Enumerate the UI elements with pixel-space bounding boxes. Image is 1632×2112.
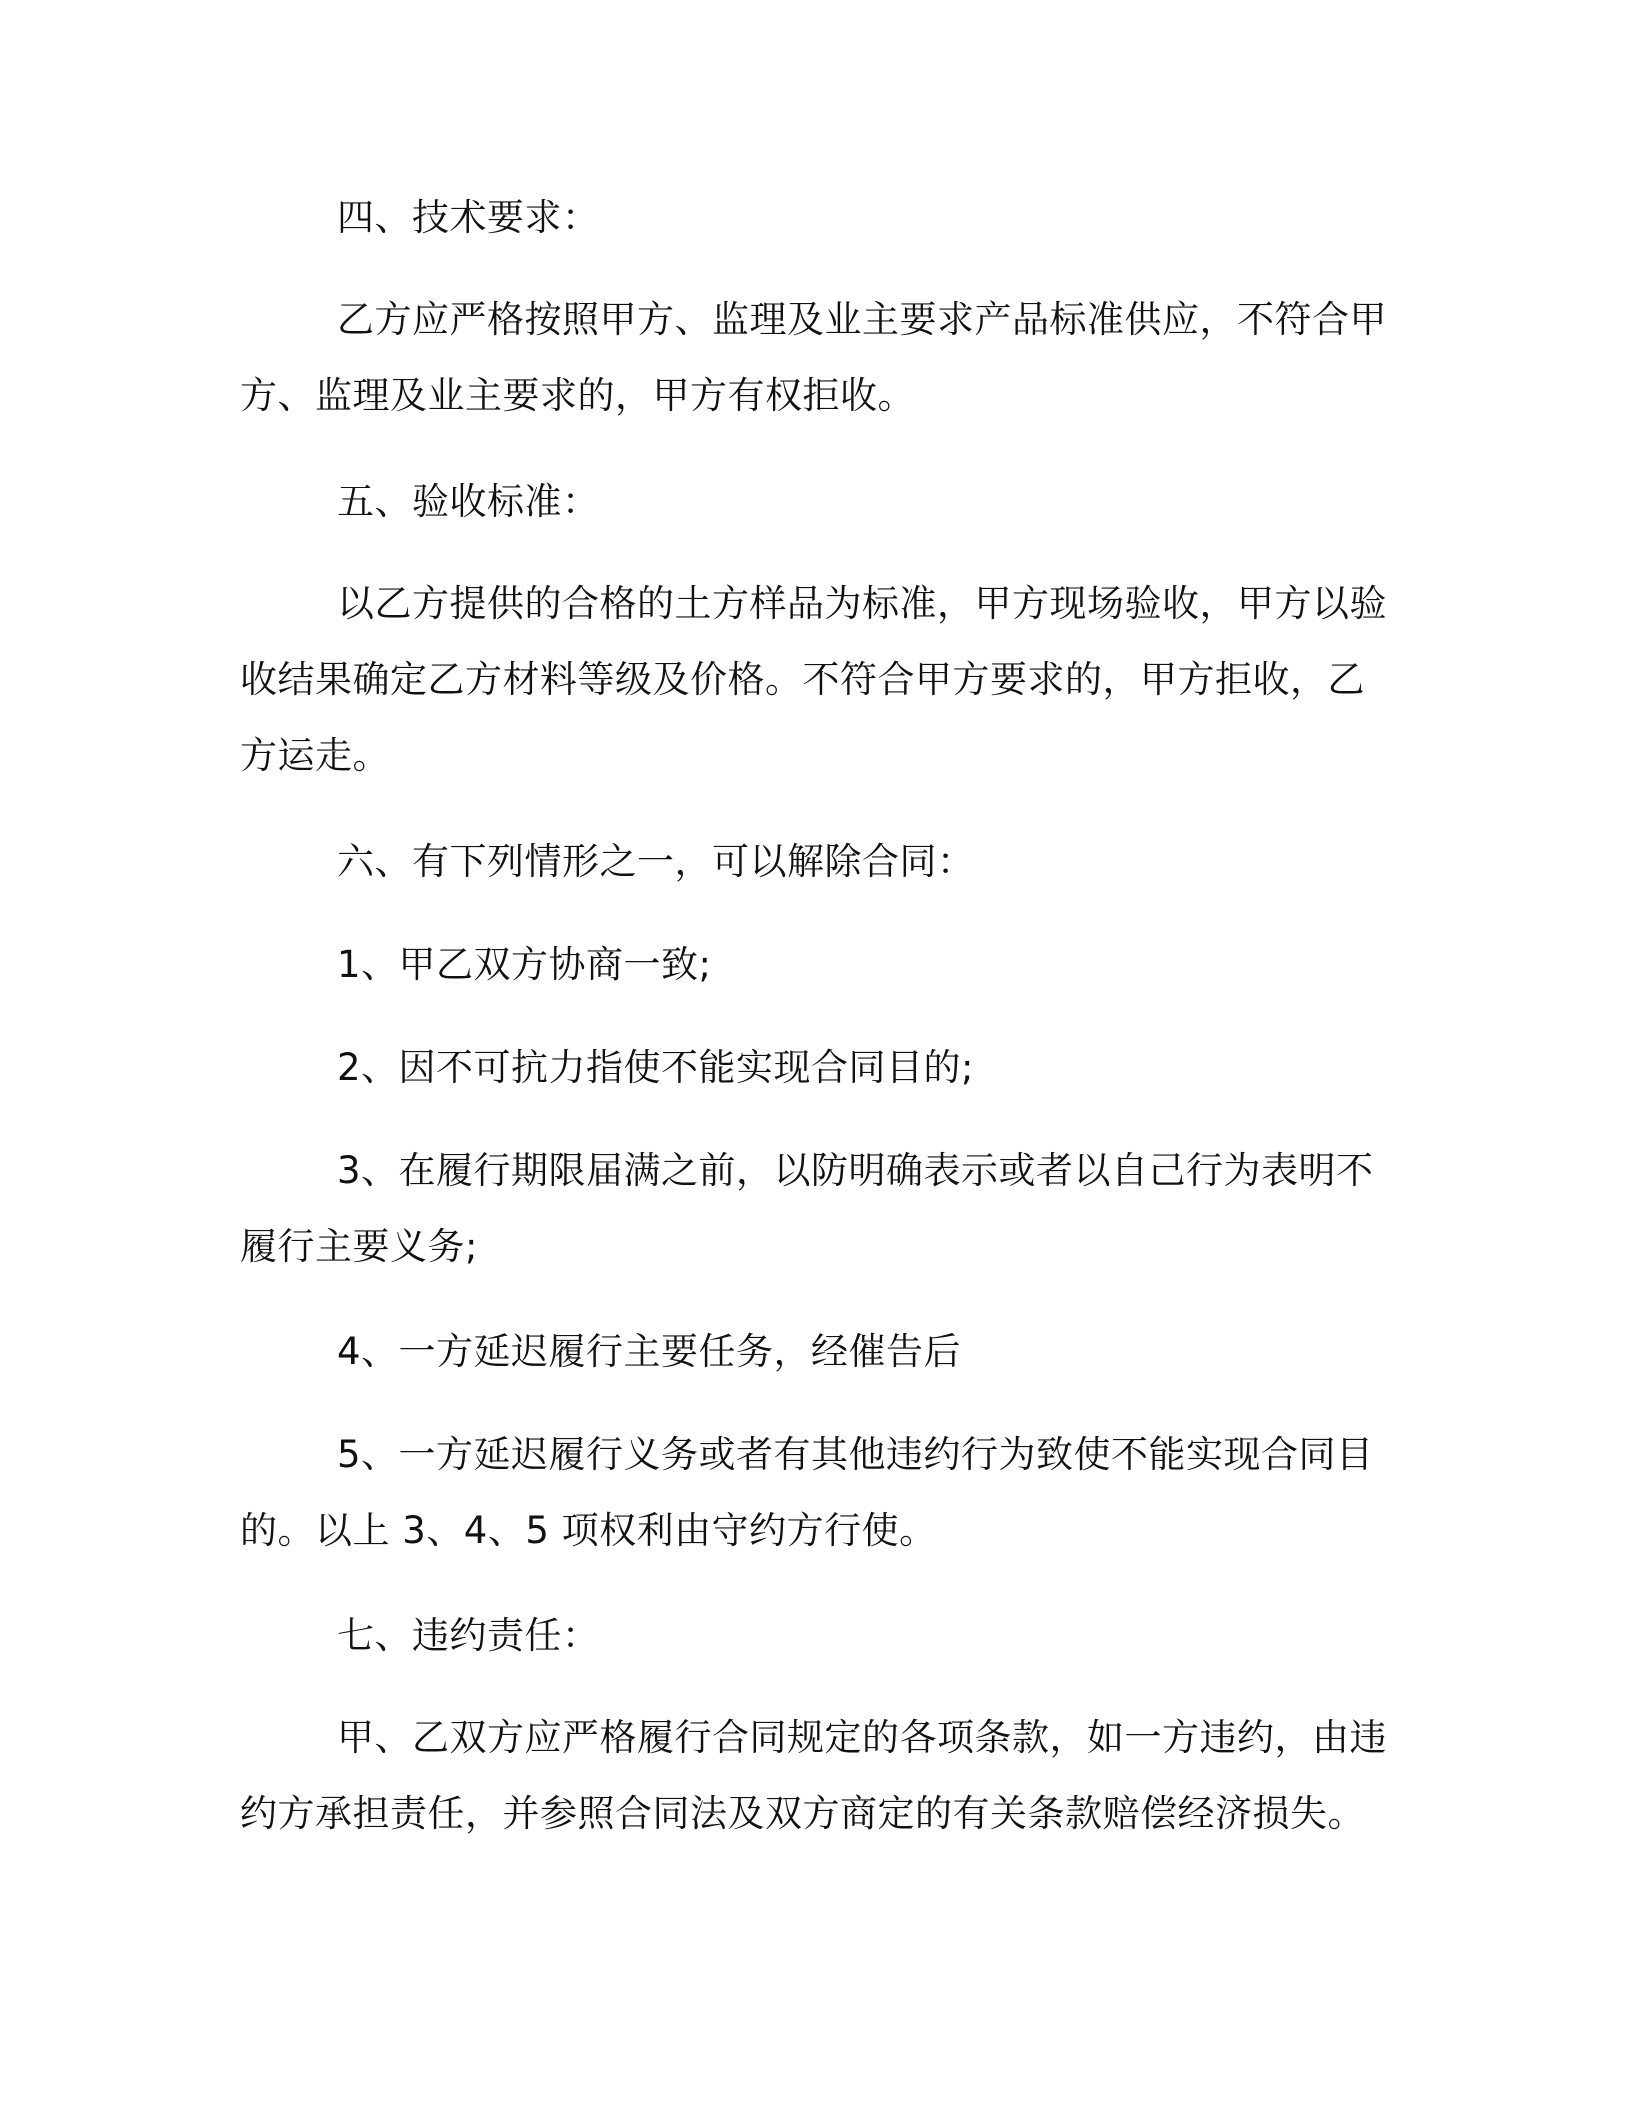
list-item-termination-1: 1、甲乙双方协商一致; [337, 943, 712, 986]
section-heading-acceptance-standard: 五、验收标准： [337, 480, 600, 523]
paragraph-liability: 甲、乙双方应严格履行合同规定的各项条款，如一方违约，由违约方承担责任，并参照合同法及双方商定的有关条款赔偿经济损失。 [240, 1716, 1387, 1835]
section-heading-termination: 六、有下列情形之一，可以解除合同： [337, 840, 975, 883]
paragraph-technical-requirements: 乙方应严格按照甲方、监理及业主要求产品标准供应，不符合甲方、监理及业主要求的，甲方有权拒收。 [240, 298, 1387, 417]
list-item-termination-3: 3、在履行期限届满之前，以防明确表示或者以自己行为表明不履行主要义务; [240, 1149, 1374, 1268]
list-item-termination-5: 5、一方延迟履行义务或者有其他违约行为致使不能实现合同目的。以上 3、4、5 项权利由守约方行使。 [240, 1433, 1374, 1552]
section-heading-liability: 七、违约责任： [337, 1614, 600, 1657]
section-heading-technical-requirements: 四、技术要求： [337, 196, 600, 239]
list-item-termination-2: 2、因不可抗力指使不能实现合同目的; [337, 1046, 975, 1089]
paragraph-acceptance-standard: 以乙方提供的合格的土方样品为标准，甲方现场验收，甲方以验收结果确定乙方材料等级及价格。不符合甲方要求的，甲方拒收，乙方运走。 [240, 582, 1387, 777]
list-item-termination-4: 4、一方延迟履行主要任务，经催告后 [337, 1330, 962, 1373]
